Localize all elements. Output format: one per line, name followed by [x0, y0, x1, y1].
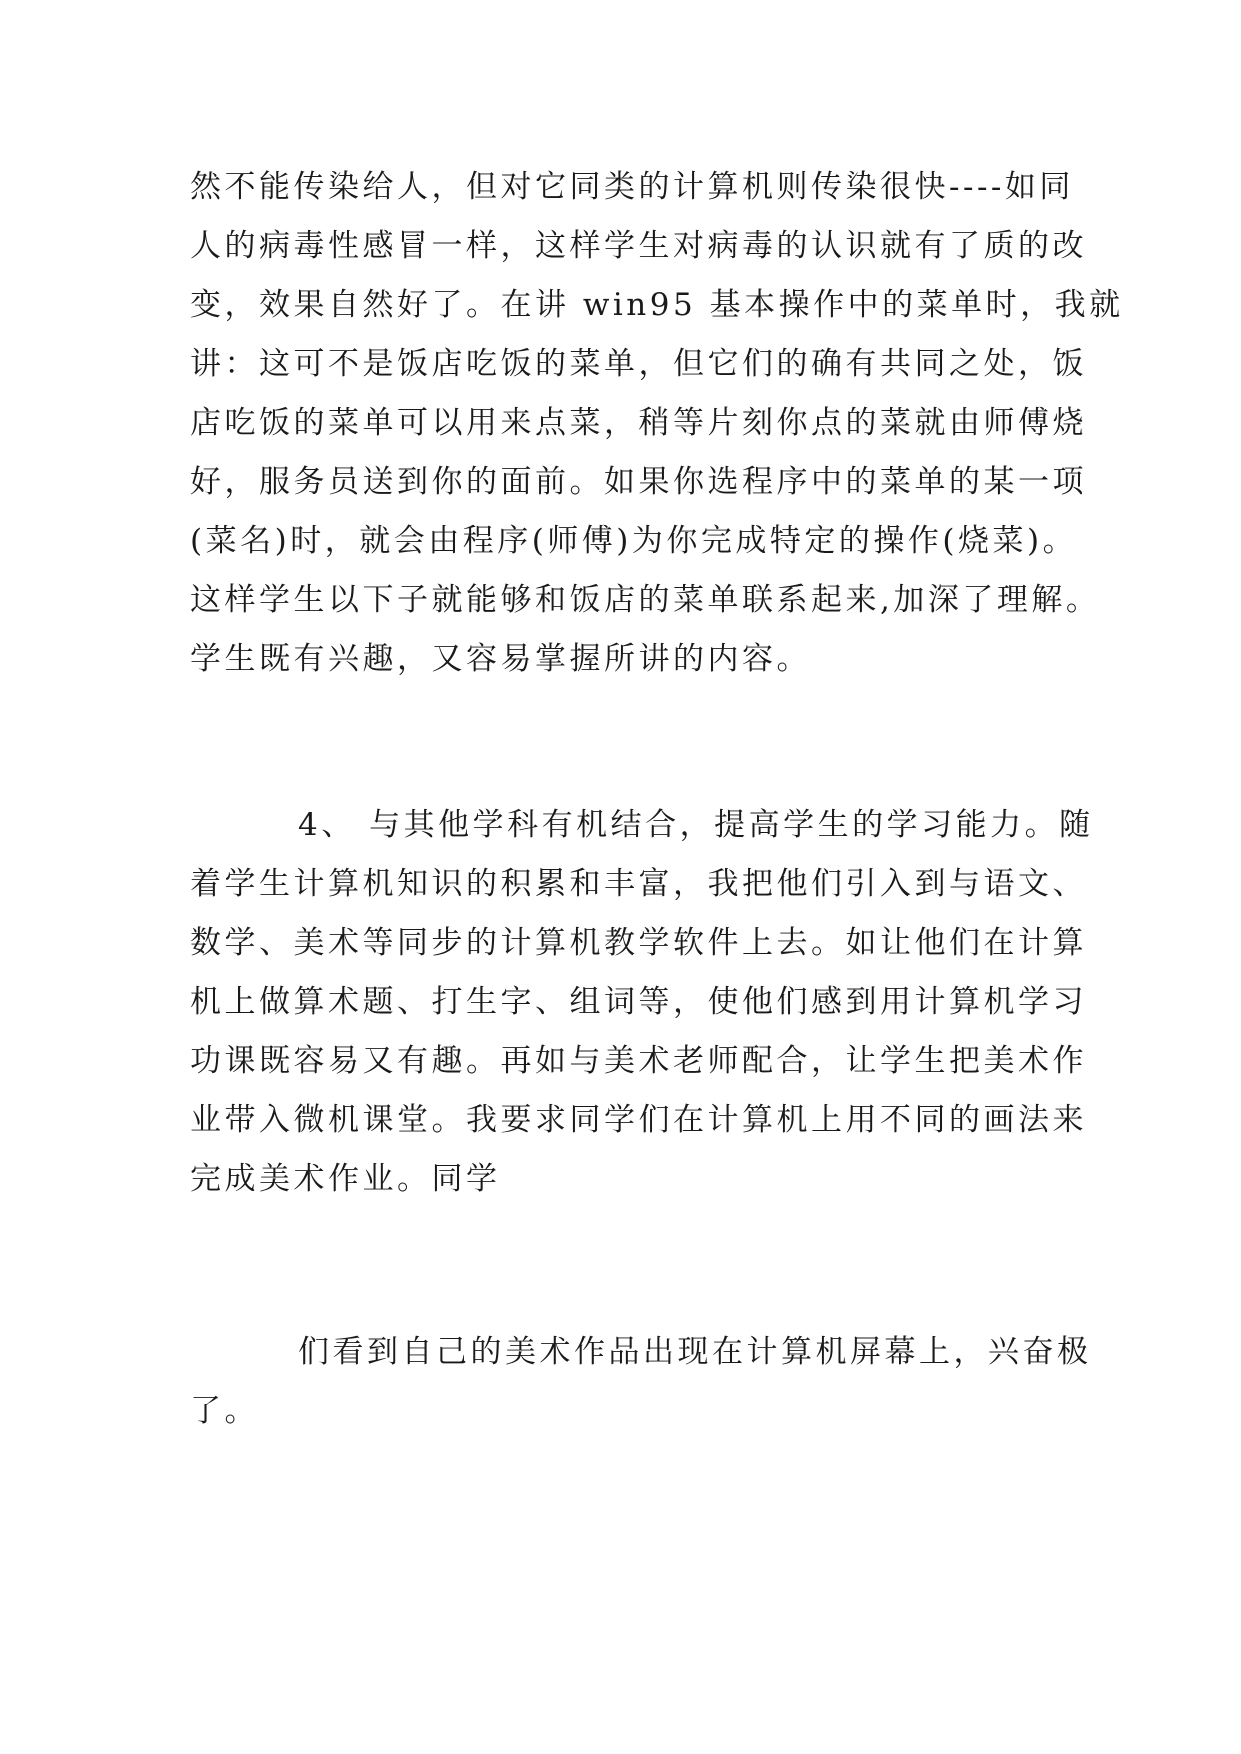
paragraph-menu-analogy	[190, 158, 1124, 689]
text-line: (菜名)时，就会由程序(师傅)为你完成特定的操作(烧菜)。	[190, 523, 1078, 559]
text-line: 机上做算术题、打生字、组词等，使他们感到用计算机学习	[190, 984, 1087, 1020]
text-line: 讲：这可不是饭店吃饭的菜单，但它们的确有共同之处，饭	[190, 346, 1087, 382]
text-line: 着学生计算机知识的积累和丰富，我把他们引入到与语文、	[190, 866, 1087, 902]
text-line: 店吃饭的菜单可以用来点菜，稍等片刻你点的菜就由师傅烧	[190, 405, 1087, 441]
text-line: 4、 与其他学科有机结合，提高学生的学习能力。随	[298, 807, 1094, 843]
text-line: 完成美术作业。同学	[190, 1161, 501, 1197]
text-line: 变，效果自然好了。在讲 win95 基本操作中的菜单时，我就	[190, 287, 1124, 323]
paragraph-point-4	[190, 796, 1094, 1209]
text-line: 然不能传染给人，但对它同类的计算机则传染很快----如同	[190, 169, 1074, 205]
text-line: 学生既有兴趣，又容易掌握所讲的内容。	[190, 641, 811, 677]
text-line: 功课既容易又有趣。再如与美术老师配合，让学生把美术作	[190, 1043, 1087, 1079]
paragraph-continuation	[190, 1323, 1092, 1441]
text-line: 了。	[190, 1393, 259, 1429]
text-line: 数学、美术等同步的计算机教学软件上去。如让他们在计算	[190, 925, 1087, 961]
text-line: 业带入微机课堂。我要求同学们在计算机上用不同的画法来	[190, 1102, 1087, 1138]
text-line: 好，服务员送到你的面前。如果你选程序中的菜单的某一项	[190, 464, 1087, 500]
text-line: 们看到自己的美术作品出现在计算机屏幕上，兴奋极	[298, 1334, 1092, 1370]
text-line: 人的病毒性感冒一样，这样学生对病毒的认识就有了质的改	[190, 228, 1087, 264]
text-line: 这样学生以下子就能够和饭店的菜单联系起来,加深了理解。	[190, 582, 1101, 618]
